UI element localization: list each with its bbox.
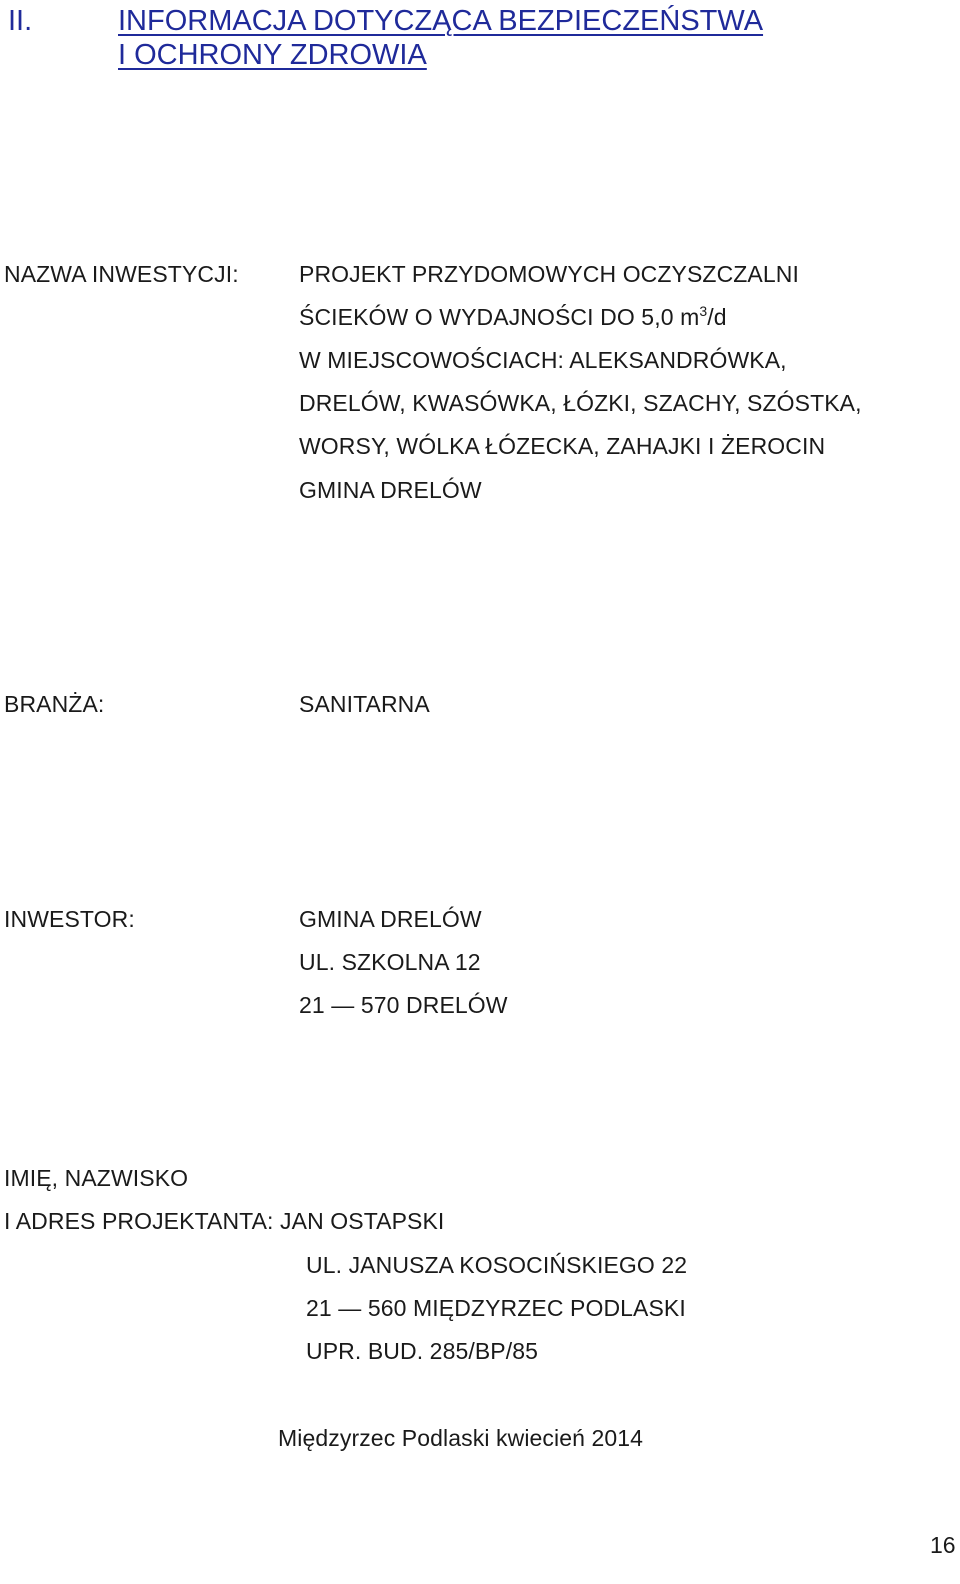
designer-label-line-2: I ADRES PROJEKTANTA: JAN OSTAPSKI bbox=[4, 1208, 445, 1234]
place-date: Międzyrzec Podlaski kwiecień 2014 bbox=[278, 1425, 644, 1451]
investment-line-4: DRELÓW, KWASÓWKA, ŁÓZKI, SZACHY, SZÓSTKA, bbox=[299, 390, 862, 416]
designer-label-line-1: IMIĘ, NAZWISKO bbox=[4, 1165, 189, 1191]
investor-label: INWESTOR: bbox=[4, 906, 135, 932]
investment-line-2-text: ŚCIEKÓW O WYDAJNOŚCI DO 5,0 m bbox=[299, 304, 700, 330]
investment-line-1: PROJEKT PRZYDOMOWYCH OCZYSZCZALNI bbox=[299, 261, 799, 287]
investment-label: NAZWA INWESTYCJI: bbox=[4, 261, 239, 287]
designer-address-2: 21 — 560 MIĘDZYRZEC PODLASKI bbox=[306, 1295, 686, 1321]
investor-line-3: 21 — 570 DRELÓW bbox=[299, 992, 508, 1018]
section-title-line1: INFORMACJA DOTYCZĄCA BEZPIECZEŃSTWA bbox=[118, 5, 764, 37]
investment-line-2-unit: /d bbox=[707, 304, 727, 330]
investor-line-2: UL. SZKOLNA 12 bbox=[299, 949, 481, 975]
branch-label: BRANŻA: bbox=[4, 691, 105, 717]
section-number: II. bbox=[8, 5, 33, 37]
designer-address-1: UL. JANUSZA KOSOCIŃSKIEGO 22 bbox=[306, 1252, 688, 1278]
investment-line-2 bbox=[299, 303, 727, 331]
section-title-line2: I OCHRONY ZDROWIA bbox=[118, 39, 427, 71]
investment-line-6: GMINA DRELÓW bbox=[299, 477, 482, 503]
investment-line-2-superscript: 3 bbox=[699, 303, 708, 319]
investment-line-5: WORSY, WÓLKA ŁÓZECKA, ZAHAJKI I ŻEROCIN bbox=[299, 433, 826, 459]
investment-line-3: W MIEJSCOWOŚCIACH: ALEKSANDRÓWKA, bbox=[299, 347, 787, 373]
branch-value: SANITARNA bbox=[299, 691, 430, 717]
designer-license: UPR. BUD. 285/BP/85 bbox=[306, 1338, 539, 1364]
page-number: 16 bbox=[930, 1532, 956, 1558]
investor-line-1: GMINA DRELÓW bbox=[299, 906, 482, 932]
